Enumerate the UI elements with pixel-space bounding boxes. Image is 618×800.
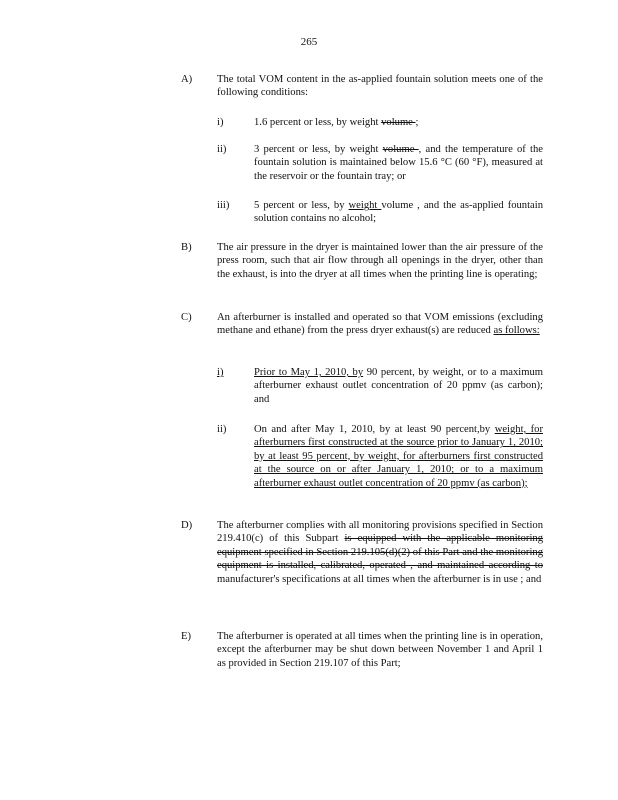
item-d-label: D)	[181, 520, 193, 531]
item-b-text: The air pressure in the dryer is maintained lower than the air pressure of the press room, such that air flow through all openings in the dryer, other than the exhaust, is into the dryer at all times when the printing line is operating;	[217, 242, 543, 280]
item-a-iii-text	[254, 199, 543, 226]
page-number: 265	[300, 36, 318, 48]
underlined-text: weight, for afterburners first constructed at the source prior to January 1, 2010; by at least 95 percent, by weight, for afterburners first constructed at the source on or after January 1, 2010; or to a maximum afterburner exhaust outlet concentration of 20 ppmv (as carbon);	[254, 424, 544, 489]
item-a-ii-label: ii)	[217, 144, 227, 155]
text-run: 3 percent or less, by weight	[254, 144, 383, 155]
text-run: 90 percent, by weight, or to a maximum afterburner exhaust outlet concentration of 20 ppmv (as carbon); and	[254, 367, 544, 405]
item-c-ii-label: ii)	[217, 424, 227, 435]
item-a-label: A)	[181, 74, 193, 85]
underlined-text: Prior to May 1, 2010, by	[254, 367, 364, 378]
item-c-text	[217, 311, 543, 338]
underlined-text: as follows:	[493, 325, 540, 337]
item-c-i-label: i)	[217, 367, 224, 378]
item-d-text	[217, 519, 543, 586]
item-c-label: C)	[181, 312, 192, 323]
text-run: 1.6 percent or less, by weight	[254, 117, 382, 128]
text-run: The afterburner complies with all monitoring provisions specified in Section 219.410(c) of this Subpart	[217, 520, 543, 545]
item-a-i-text	[254, 116, 543, 129]
struck-text: is equipped with the applicable monitoring equipment specified in Section 219.105(d)(2) of this Part and the monitoring equipment is installed, calibrated, operated , and maintained according to	[217, 533, 543, 572]
struck-text: volume	[381, 117, 416, 128]
item-a-iii-label: iii)	[217, 200, 230, 211]
text-run: On and after May 1, 2010, by at least 90 percent,by	[254, 424, 495, 435]
item-a-ii-text	[254, 143, 543, 183]
item-b-label: B)	[181, 242, 192, 253]
text-run: manufacturer's specifications at all times when the afterburner is in use ; and	[217, 573, 542, 585]
underlined-text: weight	[348, 200, 382, 211]
text-run: , and the temperature of the fountain solution is maintained below 15.6 °C (60 °F), measured at the reservoir or the fountain tray; or	[254, 144, 544, 182]
item-a-i-label: i)	[217, 117, 224, 128]
text-run: An afterburner is installed and operated so that VOM emissions (excluding methane and ethane) from the press dryer exhaust(s) are reduced	[217, 312, 543, 337]
item-c-i-text	[254, 366, 543, 406]
text-run: 5 percent or less, by	[254, 200, 349, 211]
text-run: volume , and the as-applied fountain solution contains no alcohol;	[254, 200, 543, 225]
item-e-text: The afterburner is operated at all times when the printing line is in operation, except the afterburner may be shut down between November 1 and April 1 as provided in Section 219.107 of this Part;	[217, 631, 543, 669]
item-c-ii-text	[254, 423, 543, 490]
item-e-label: E)	[181, 631, 191, 642]
item-a-text: The total VOM content in the as-applied fountain solution meets one of the following conditions:	[217, 74, 543, 99]
text-run: ;	[415, 117, 419, 128]
struck-text: volume	[382, 144, 419, 155]
